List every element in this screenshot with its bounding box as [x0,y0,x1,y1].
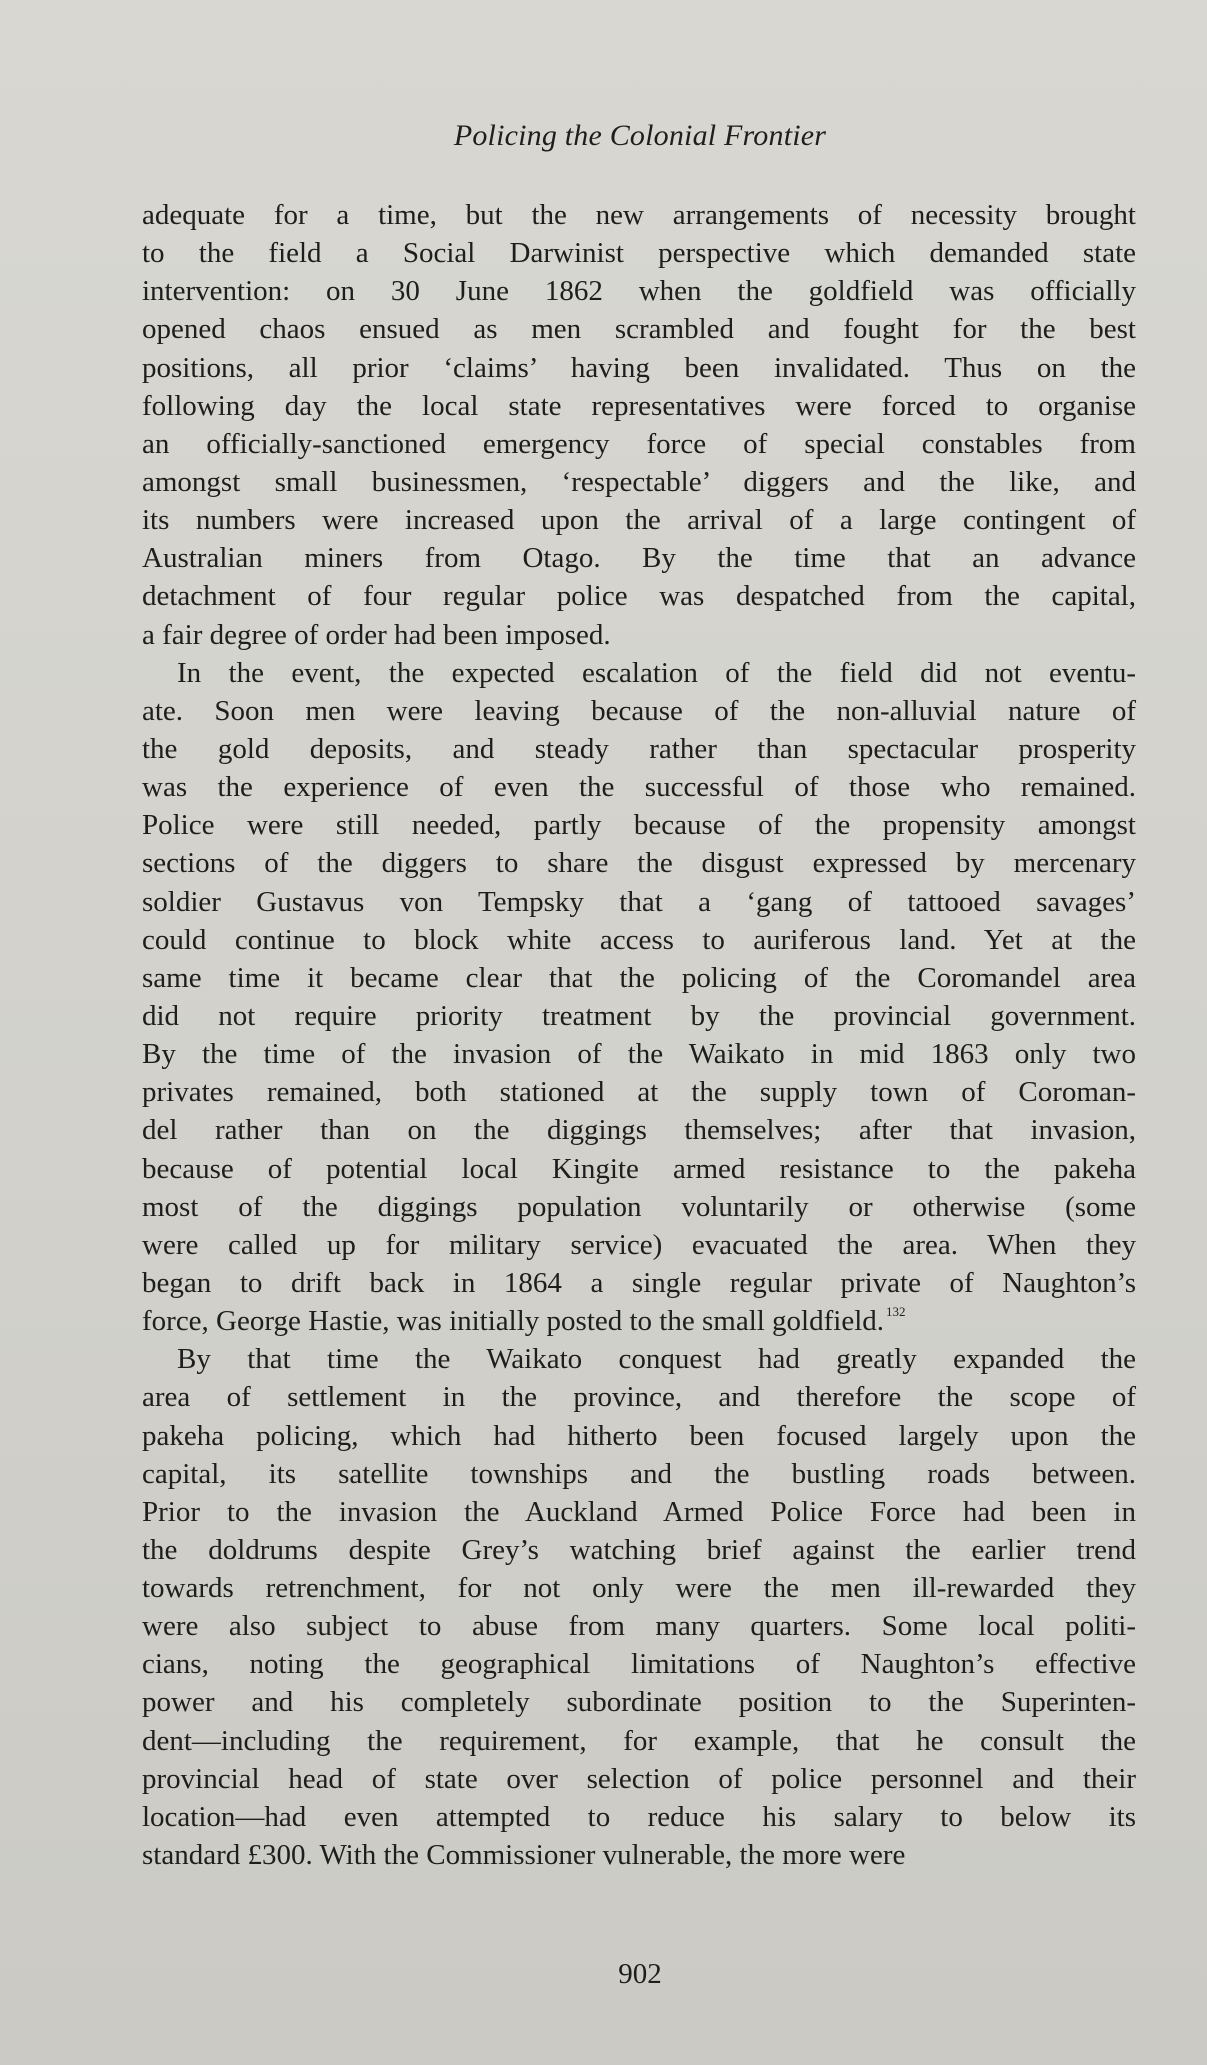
line-text: cians, noting the geographical limitations of Naughton’s effective [142,1648,1136,1681]
text-line [142,1836,1136,1874]
line-text: provincial head of state over selection of police personnel and their [142,1762,1136,1795]
line-text: its numbers were increased upon the arrival of a large contingent of [142,504,1136,537]
text-line [142,654,1136,692]
line-text: soldier Gustavus von Tempsky that a ‘gang of tattooed savages’ [142,885,1136,918]
line-text: a fair degree of order had been imposed. [142,618,611,651]
text-line [142,310,1136,348]
text-line [142,539,1136,577]
text-line [142,196,1136,234]
line-text: detachment of four regular police was despatched from the capital, [142,580,1136,613]
text-line [142,1073,1136,1111]
line-text: By that time the Waikato conquest had greatly expanded the [177,1343,1136,1376]
text-line [142,921,1136,959]
text-line [142,1722,1136,1760]
line-text: the gold deposits, and steady rather than spectacular prosperity [142,732,1136,765]
text-line [142,692,1136,730]
text-line [142,425,1136,463]
line-text: was the experience of even the successful of those who remained. [142,771,1136,804]
line-text: In the event, the expected escalation of the field did not eventu- [177,656,1136,689]
line-text: dent—including the requirement, for example, that he consult the [142,1724,1136,1757]
line-text: ate. Soon men were leaving because of the non-alluvial nature of [142,694,1136,727]
text-line [142,349,1136,387]
text-line [142,1645,1136,1683]
text-line [142,1683,1136,1721]
line-text: began to drift back in 1864 a single regular private of Naughton’s [142,1266,1136,1299]
body-text [142,196,1136,1874]
text-line [142,577,1136,615]
text-line [142,463,1136,501]
text-line [142,1417,1136,1455]
line-text: opened chaos ensued as men scrambled and fought for the best [142,313,1136,346]
running-head: Policing the Colonial Frontier [453,119,827,152]
text-line [142,1150,1136,1188]
text-line [142,806,1136,844]
paragraph [142,654,1136,1341]
line-text: an officially-sanctioned emergency force of special constables from [142,427,1136,460]
line-text: the doldrums despite Grey’s watching brief against the earlier trend [142,1533,1136,1566]
text-line [142,1188,1136,1226]
text-line [142,1378,1136,1416]
text-line [142,1455,1136,1493]
line-text: could continue to block white access to auriferous land. Yet at the [142,923,1136,956]
text-line [142,1531,1136,1569]
line-text: privates remained, both stationed at the supply town of Coroman- [142,1076,1136,1109]
line-text: amongst small businessmen, ‘respectable’ diggers and the like, and [142,465,1136,498]
line-text: sections of the diggers to share the disgust expressed by mercenary [142,847,1136,880]
line-text: to the field a Social Darwinist perspective which demanded state [142,237,1136,270]
line-text: location—had even attempted to reduce his salary to below its [142,1800,1136,1833]
paragraph [142,196,1136,654]
line-text: most of the diggings population voluntarily or otherwise (some [142,1190,1136,1223]
text-line [142,768,1136,806]
text-line [142,1493,1136,1531]
line-text: capital, its satellite townships and the bustling roads between. [142,1457,1136,1490]
text-line [142,883,1136,921]
text-line [142,501,1136,539]
line-text: pakeha policing, which had hitherto been focused largely upon the [142,1419,1136,1452]
text-line [142,1607,1136,1645]
line-text: By the time of the invasion of the Waikato in mid 1863 only two [142,1038,1136,1071]
line-text: adequate for a time, but the new arrangements of necessity brought [142,199,1136,231]
page-number: 902 [618,1958,662,1990]
line-text: standard £300. With the Commissioner vulnerable, the more were [142,1839,906,1872]
line-text: same time it became clear that the policing of the Coromandel area [142,961,1136,994]
text-line [142,1760,1136,1798]
line-text: Australian miners from Otago. By the time that an advance [142,542,1136,575]
text-line [142,234,1136,272]
line-text: because of potential local Kingite armed resistance to the pakeha [142,1152,1136,1185]
line-text: towards retrenchment, for not only were the men ill-rewarded they [142,1572,1136,1605]
text-line [142,616,1136,654]
line-text: force, George Hastie, was initially posted to the small goldfield. [142,1305,885,1338]
footnote-marker: 132 [886,1304,906,1320]
line-text: Prior to the invasion the Auckland Armed Police Force had been in [142,1495,1136,1528]
text-line [142,997,1136,1035]
text-line [142,1340,1136,1378]
line-text: were also subject to abuse from many quarters. Some local politi- [142,1610,1136,1643]
line-text: were called up for military service) evacuated the area. When they [142,1228,1136,1261]
text-line [142,1569,1136,1607]
text-line [142,1111,1136,1149]
line-text: power and his completely subordinate position to the Superinten- [142,1686,1136,1719]
text-line [142,730,1136,768]
line-text: did not require priority treatment by the provincial government. [142,999,1136,1032]
text-line [142,1264,1136,1302]
text-line [142,1035,1136,1073]
line-text: del rather than on the diggings themselves; after that invasion, [142,1114,1136,1147]
paragraph [142,1340,1136,1874]
text-line [142,1226,1136,1264]
text-line [142,272,1136,310]
text-line [142,387,1136,425]
text-line [142,1798,1136,1836]
text-line [142,1302,1136,1340]
text-line [142,959,1136,997]
line-text: intervention: on 30 June 1862 when the goldfield was officially [142,275,1136,308]
line-text: Police were still needed, partly because of the propensity amongst [142,809,1136,842]
text-line [142,844,1136,882]
line-text: area of settlement in the province, and therefore the scope of [142,1381,1136,1414]
line-text: following day the local state representatives were forced to organise [142,389,1136,422]
line-text: positions, all prior ‘claims’ having been invalidated. Thus on the [142,351,1136,384]
